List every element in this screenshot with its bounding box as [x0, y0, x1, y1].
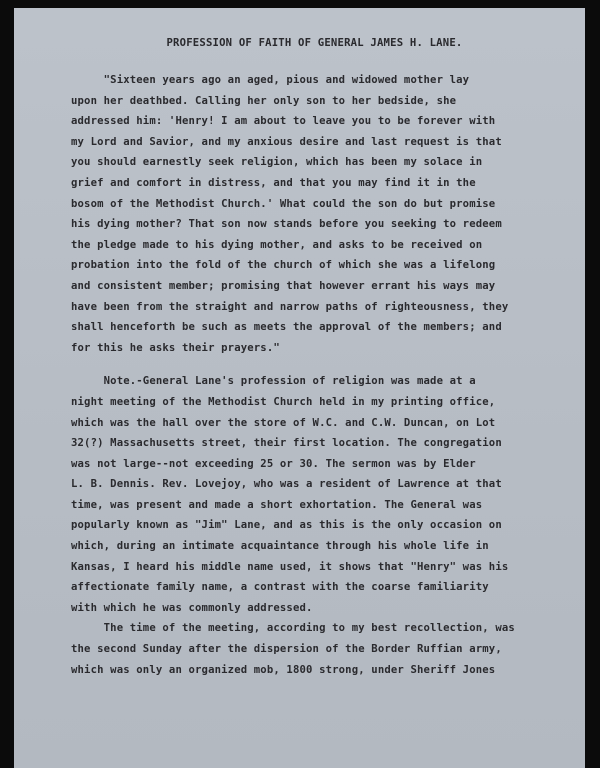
text-line: the pledge made to his dying mother, and asks to be received on: [71, 238, 483, 251]
text-line: popularly known as "Jim" Lane, and as this is the only occasion on: [71, 519, 502, 532]
text-line: night meeting of the Methodist Church held in my printing office,: [71, 395, 496, 408]
text-line: with which he was commonly addressed.: [71, 601, 313, 614]
text-line: was not large--not exceeding 25 or 30. The sermon was by Elder: [71, 457, 476, 470]
text-line: my Lord and Savior, and my anxious desire and last request is that: [71, 135, 502, 148]
text-line: "Sixteen years ago an aged, pious and widowed mother lay: [71, 74, 470, 86]
page-title: PROFESSION OF FAITH OF GENERAL JAMES H. LANE.: [166, 37, 463, 49]
paragraph-meeting-time: [71, 618, 551, 680]
paragraph-mother-request: [71, 70, 551, 358]
text-line: have been from the straight and narrow paths of righteousness, they: [71, 300, 509, 313]
text-line: shall henceforth be such as meets the approval of the members; and: [71, 321, 502, 334]
text-line: 32(?) Massachusetts street, their first location. The congregation: [71, 437, 502, 450]
text-line: you should earnestly seek religion, which has been my solace in: [71, 156, 483, 169]
paragraph-gap: [71, 358, 551, 371]
text-line: upon her deathbed. Calling her only son to her bedside, she: [71, 94, 457, 107]
text-line: The time of the meeting, according to my best recollection, was: [71, 622, 515, 635]
text-line: and consistent member; promising that however errant his ways may: [71, 279, 496, 292]
text-line: Note.-General Lane's profession of religion was made at a: [71, 375, 476, 388]
text-line: addressed him: 'Henry! I am about to leave you to be forever with: [71, 115, 496, 128]
text-line: grief and comfort in distress, and that you may find it in the: [71, 176, 476, 189]
text-line: probation into the fold of the church of which she was a lifelong: [71, 259, 496, 272]
text-line: which was the hall over the store of W.C. and C.W. Duncan, on Lot: [71, 416, 496, 429]
document-body: [71, 70, 551, 680]
text-line: time, was present and made a short exhortation. The General was: [71, 498, 483, 511]
text-line: his dying mother? That son now stands before you seeking to redeem: [71, 218, 502, 231]
text-line: L. B. Dennis. Rev. Lovejoy, who was a resident of Lawrence at that: [71, 478, 502, 491]
text-line: for this he asks their prayers.": [71, 341, 280, 354]
text-line: which was only an organized mob, 1800 strong, under Sheriff Jones: [71, 663, 496, 676]
document-page: [14, 8, 585, 768]
paragraph-note: [71, 371, 551, 618]
text-line: which, during an intimate acquaintance through his whole life in: [71, 540, 489, 553]
text-line: bosom of the Methodist Church.' What could the son do but promise: [71, 197, 496, 210]
text-line: affectionate family name, a contrast with the coarse familiarity: [71, 581, 489, 594]
text-line: the second Sunday after the dispersion of the Border Ruffian army,: [71, 643, 502, 656]
text-line: Kansas, I heard his middle name used, it shows that "Henry" was his: [71, 560, 509, 573]
